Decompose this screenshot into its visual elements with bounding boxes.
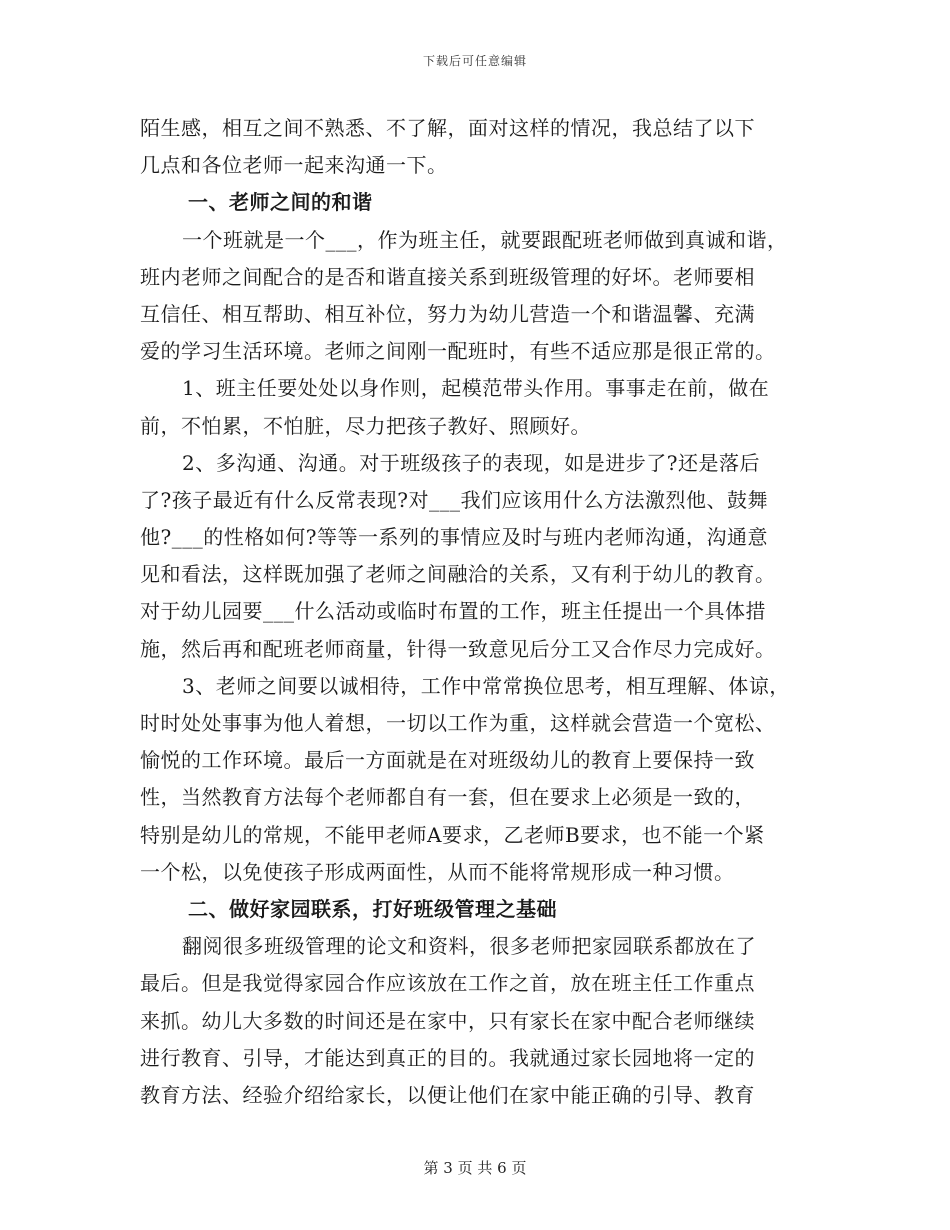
text-line: 班内老师之间配合的是否和谐直接关系到班级管理的好坏。老师要相: [140, 264, 755, 289]
text-line: 翻阅很多班级管理的论文和资料，很多老师把家园联系都放在了: [182, 934, 756, 959]
section-heading: 二、做好家园联系，打好班级管理之基础: [188, 896, 557, 921]
text-line: 2、多沟通、沟通。对于班级孩子的表现，如是进步了?还是落后: [182, 450, 760, 475]
text-line: 1、班主任要处处以身作则，起模范带头作用。事事走在前，做在: [182, 376, 770, 401]
text-line: 3、老师之间要以诚相待，工作中常常换位思考，相互理解、体谅，: [182, 673, 790, 698]
text-line: 特别是幼儿的常规，不能甲老师A要求，乙老师B要求，也不能一个紧: [140, 822, 765, 847]
text-line: 对于幼儿园要___什么活动或临时布置的工作，班主任提出一个具体措: [140, 599, 766, 624]
text-line: 他?___的性格如何?等等一系列的事情应及时与班内老师沟通，沟通意: [140, 525, 768, 550]
text-line: 性，当然教育方法每个老师都自有一套，但在要求上必须是一致的，: [140, 785, 755, 810]
page-header: 下载后可任意编辑: [422, 54, 527, 68]
document-body: [140, 110, 820, 1114]
text-line: 进行教育、引导，才能达到真正的目的。我就通过家长园地将一定的: [140, 1045, 755, 1070]
text-line: 了?孩子最近有什么反常表现?对___我们应该用什么方法激烈他、鼓舞: [140, 487, 768, 512]
section-heading: 一、老师之间的和谐: [188, 190, 373, 215]
text-line: 施，然后再和配班老师商量，针得一致意见后分工又合作尽力完成好。: [140, 636, 776, 661]
text-line: 见和看法，这样既加强了老师之间融洽的关系，又有利于幼儿的教育。: [140, 562, 776, 587]
text-line: 教育方法、经验介绍给家长，以便让他们在家中能正确的引导、教育: [140, 1082, 755, 1107]
text-line: 时时处处事事为他人着想，一切以工作为重，这样就会营造一个宽松、: [140, 711, 776, 735]
text-line: 爱的学习生活环境。老师之间刚一配班时，有些不适应那是很正常的。: [140, 339, 776, 364]
page-footer: 第 3 页 共 6 页: [423, 1159, 527, 1177]
text-line: 前，不怕累，不怕脏，尽力把孩子教好、照顾好。: [140, 413, 591, 438]
text-line: 愉悦的工作环境。最后一方面就是在对班级幼儿的教育上要保持一致: [140, 748, 755, 773]
text-line: 互信任、相互帮助、相互补位，努力为幼儿营造一个和谐温馨、充满: [140, 301, 755, 326]
text-line: 一个松，以免使孩子形成两面性，从而不能将常规形成一种习惯。: [140, 859, 735, 884]
text-line: 来抓。幼儿大多数的时间还是在家中，只有家长在家中配合老师继续: [140, 1008, 755, 1033]
text-line: 一个班就是一个___，作为班主任，就要跟配班老师做到真诚和谐，: [182, 227, 788, 252]
text-line: 几点和各位老师一起来沟通一下。: [140, 153, 448, 178]
text-line: 最后。但是我觉得家园合作应该放在工作之首，放在班主任工作重点: [140, 971, 755, 996]
text-line: 陌生感，相互之间不熟悉、不了解，面对这样的情况，我总结了以下: [140, 116, 755, 140]
